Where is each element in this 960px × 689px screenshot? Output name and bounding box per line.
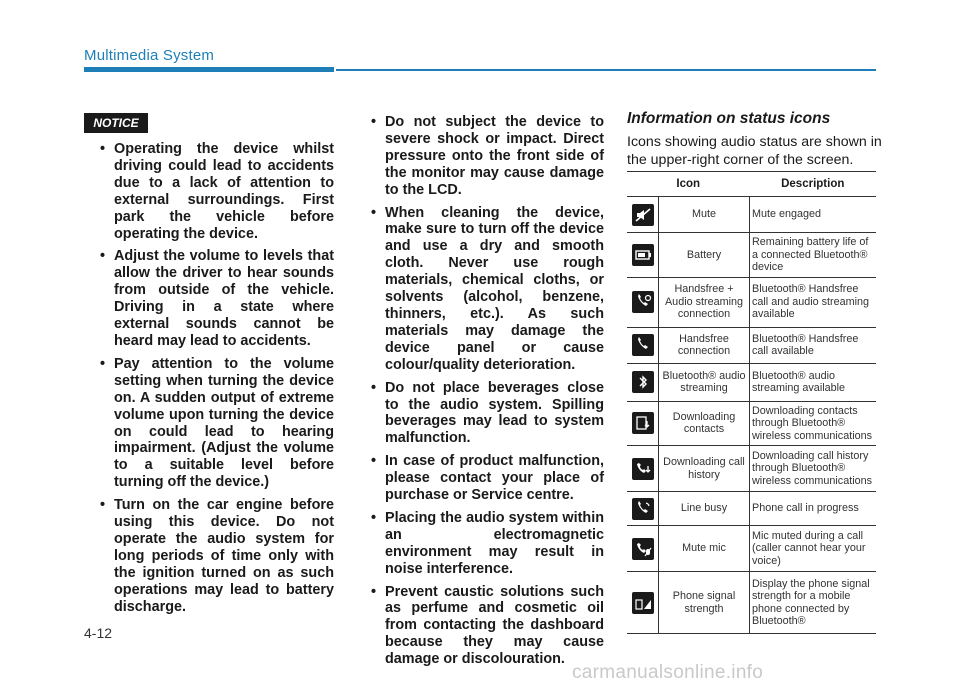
list-item: • Do not subject the device to severe shock or impact. Direct pressure onto the front side of the monitor may cause damage to the LCD.	[371, 114, 604, 199]
list-item: • Prevent caustic solutions such as perfume and cosmetic oil from contacting the dashboard because they may cause damage or discolouration.	[371, 584, 604, 669]
row-name: Downloading call history	[659, 446, 750, 492]
list-item: • In case of product malfunction, please contact your place of purchase or Service centre.	[371, 453, 604, 504]
mute-mic-icon	[632, 538, 654, 560]
handsfree-icon	[632, 334, 654, 356]
table-header-icon: Icon	[627, 172, 750, 197]
header-rule-thick	[84, 67, 334, 72]
table-row	[627, 401, 876, 446]
row-description: Display the phone signal strength for a mobile phone connected by Bluetooth®	[750, 572, 877, 634]
section-intro: Icons showing audio status are shown in the upper-right corner of the screen.	[627, 134, 882, 168]
table-row	[627, 526, 876, 572]
notice-badge: NOTICE	[84, 113, 148, 133]
bluetooth-audio-icon	[632, 371, 654, 393]
list-item: • Adjust the volume to levels that allow the driver to hear sounds from outside of the vehicle. Driving in a state where external sounds cannot be heard may lead to accidents.	[100, 248, 334, 349]
table-row	[627, 197, 876, 233]
row-description: Bluetooth® audio streaming available	[750, 363, 877, 401]
row-description: Bluetooth® Handsfree call available	[750, 327, 877, 363]
middle-column	[371, 114, 604, 674]
header-rule-thin	[336, 69, 876, 71]
mute-icon	[632, 204, 654, 226]
table-header-row	[627, 172, 876, 197]
row-description: Phone call in progress	[750, 492, 877, 526]
row-name: Mute	[659, 197, 750, 233]
row-description: Bluetooth® Handsfree call and audio streaming available	[750, 277, 877, 327]
list-item: • Turn on the car engine before using this device. Do not operate the audio system for long periods of time only with the ignition turned on as such operations may lead to battery discharge.	[100, 497, 334, 615]
list-item: • Pay attention to the volume setting when turning the device on. A sudden output of extreme volume upon turning the device on could lead to hearing impairment. (Adjust the volume to a suitable level before turning off the device.)	[100, 356, 334, 491]
row-description: Mute engaged	[750, 197, 877, 233]
download-call-history-icon	[632, 458, 654, 480]
row-name: Line busy	[659, 492, 750, 526]
row-name: Battery	[659, 233, 750, 278]
battery-icon	[632, 244, 654, 266]
list-item: • When cleaning the device, make sure to turn off the device and use a dry and smooth cloth. Never use rough materials, chemical cloths, or solvents (alcohol, benzene, thinners, etc.). As such materials may damage the device panel or cause colour/quality deterioration.	[371, 205, 604, 374]
table-row	[627, 233, 876, 278]
phone-signal-icon	[632, 592, 654, 614]
list-item: • Placing the audio system within an electromagnetic environment may result in noise interference.	[371, 510, 604, 578]
left-column	[100, 141, 334, 621]
table-row	[627, 363, 876, 401]
table-row	[627, 277, 876, 327]
table-row	[627, 446, 876, 492]
status-icons-table	[627, 171, 876, 634]
header-title: Multimedia System	[84, 47, 215, 64]
row-name: Handsfree connection	[659, 327, 750, 363]
watermark: carmanualsonline.info	[572, 662, 764, 683]
row-description: Downloading call history through Bluetooth® wireless communications	[750, 446, 877, 492]
row-name: Downloading contacts	[659, 401, 750, 446]
table-row	[627, 572, 876, 634]
row-description: Downloading contacts through Bluetooth® wireless communications	[750, 401, 877, 446]
row-name: Mute mic	[659, 526, 750, 572]
page-number: 4-12	[84, 625, 113, 641]
table-header-description: Description	[750, 172, 877, 197]
row-name: Phone signal strength	[659, 572, 750, 634]
row-name: Handsfree + Audio streaming connection	[659, 277, 750, 327]
row-description: Remaining battery life of a connected Bluetooth® device	[750, 233, 877, 278]
row-name: Bluetooth® audio streaming	[659, 363, 750, 401]
section-title: Information on status icons	[627, 110, 831, 127]
list-item: • Operating the device whilst driving could lead to accidents due to a lack of attention to external surroundings. First park the vehicle before operating the device.	[100, 141, 334, 242]
table-row	[627, 492, 876, 526]
handsfree-audio-icon	[632, 291, 654, 313]
table-row	[627, 327, 876, 363]
row-description: Mic muted during a call (caller cannot hear your voice)	[750, 526, 877, 572]
line-busy-icon	[632, 498, 654, 520]
download-contacts-icon	[632, 412, 654, 434]
list-item: • Do not place beverages close to the audio system. Spilling beverages may lead to system malfunction.	[371, 380, 604, 448]
